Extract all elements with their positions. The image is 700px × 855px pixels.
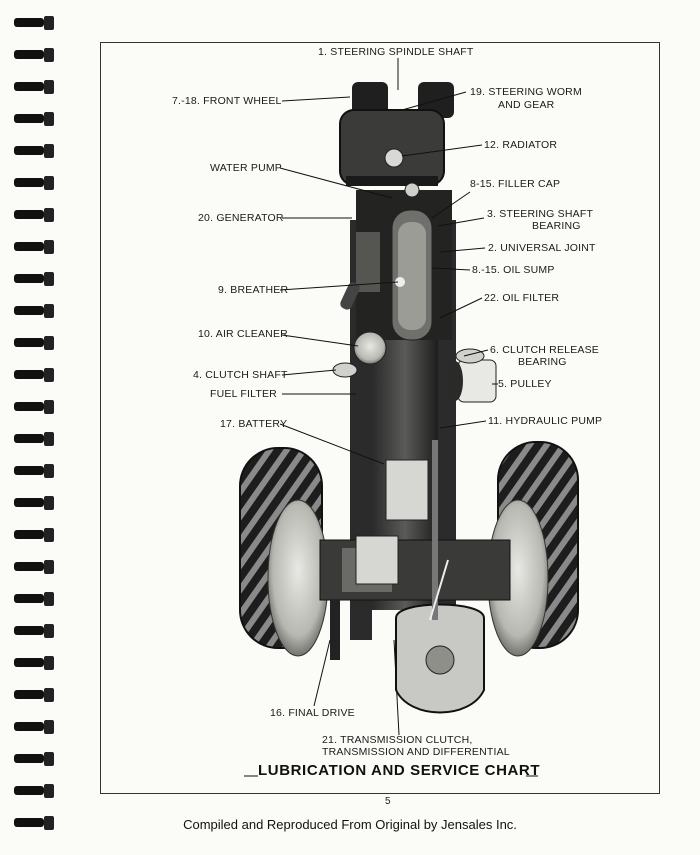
chart-title: LUBRICATION AND SERVICE CHART [258, 762, 541, 779]
label-bearing-2: BEARING [518, 356, 567, 368]
label-clutch-release: 6. CLUTCH RELEASE [490, 344, 600, 356]
label-oil-filter: 22. OIL FILTER [484, 292, 560, 304]
label-bearing-1: BEARING [532, 220, 581, 232]
label-final-drive: 16. FINAL DRIVE [270, 707, 355, 719]
label-battery: 17. BATTERY [220, 418, 288, 430]
label-pulley: 5. PULLEY [498, 378, 552, 390]
front-assembly [340, 82, 454, 186]
footer-credit: Compiled and Reproduced From Original by Jensales Inc. [183, 817, 517, 832]
label-water-pump: WATER PUMP [210, 162, 282, 174]
label-steering-spindle-shaft: 1. STEERING SPINDLE SHAFT [318, 46, 474, 58]
label-filler-cap: 8-15. FILLER CAP [470, 178, 561, 190]
label-transmission-differential: TRANSMISSION AND DIFFERENTIAL [322, 746, 510, 758]
label-steering-shaft: 3. STEERING SHAFT [487, 208, 594, 220]
label-oil-sump: 8.-15. OIL SUMP [472, 264, 555, 276]
label-air-cleaner: 10. AIR CLEANER [198, 328, 288, 340]
label-steering-worm: 19. STEERING WORM [470, 86, 582, 98]
label-and-gear: AND GEAR [498, 99, 555, 111]
engine-block [356, 183, 452, 340]
label-transmission-clutch: 21. TRANSMISSION CLUTCH, [322, 734, 473, 746]
label-clutch-shaft: 4. CLUTCH SHAFT [193, 369, 288, 381]
label-fuel-filter: FUEL FILTER [210, 388, 277, 400]
label-generator: 20. GENERATOR [198, 212, 284, 224]
label-front-wheel: 7.-18. FRONT WHEEL [172, 95, 282, 107]
page-number: 5 [385, 796, 391, 807]
label-universal-joint: 2. UNIVERSAL JOINT [488, 242, 596, 254]
label-hydraulic-pump: 11. HYDRAULIC PUMP [488, 415, 603, 427]
left-rear-tire [240, 448, 328, 656]
label-radiator: 12. RADIATOR [484, 139, 558, 151]
label-breather: 9. BREATHER [218, 284, 289, 296]
